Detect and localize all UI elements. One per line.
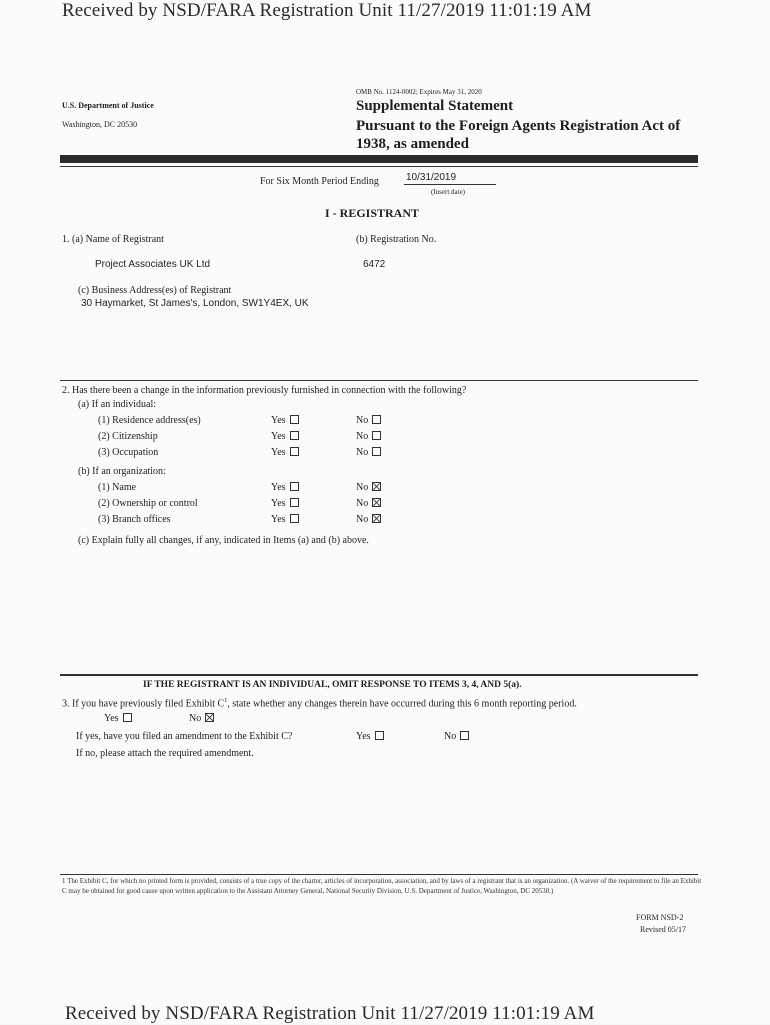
section-divider-1 (60, 380, 698, 381)
registration-number-value: 6472 (363, 259, 386, 270)
checkbox-no[interactable] (372, 447, 381, 456)
checkbox-yes[interactable] (123, 713, 132, 722)
form-id: FORM NSD-2 (636, 913, 684, 922)
checkbox-no-checked[interactable] (372, 482, 381, 491)
q2b-item-2-label: (2) Ownership or control (98, 498, 198, 509)
q2a-item-3-no[interactable]: No (356, 447, 381, 458)
q2b-label: (b) If an organization: (78, 466, 166, 477)
form-title-line3: 1938, as amended (356, 136, 469, 152)
form-revised: Revised 05/17 (640, 925, 686, 934)
q3-question: 3. If you have previously filed Exhibit $C^1$, state whether any changes therein have occurred during this 6 month reporting period. (62, 698, 577, 710)
q3-no[interactable]: No (189, 713, 214, 724)
q3-amendment-question: If yes, have you filed an amendment to the Exhibit C? (76, 731, 293, 742)
q1b-label: (b) Registration No. (356, 234, 437, 245)
q2a-item-2-label: (2) Citizenship (98, 431, 158, 442)
footnote-text: 1 The Exhibit C, for which no printed form is provided, consists of a true copy of the charter, articles of incorporation, association, and by laws of a registrant that is an organization. (A waiver of the requirement to file an Exhibit C may be obtained for good cause upon written application to the Assistant Attorney General, National Security Division, U.S. Department of Justice, Washington, DC 20530.) (62, 877, 702, 895)
registrant-name-value: Project Associates UK Ltd (95, 259, 211, 270)
q2a-item-1-label: (1) Residence address(es) (98, 415, 201, 426)
checkbox-yes[interactable] (290, 498, 299, 507)
q3-attach-note: If no, please attach the required amendment. (76, 748, 254, 759)
q1a-label: 1. (a) Name of Registrant (62, 234, 164, 245)
q2b-item-3-no[interactable]: No (356, 514, 381, 525)
checkbox-no[interactable] (372, 415, 381, 424)
checkbox-yes[interactable] (290, 482, 299, 491)
q3-amendment-yes[interactable]: Yes (356, 731, 384, 742)
q2b-item-3-yes[interactable]: Yes (271, 514, 299, 525)
received-stamp-bottom: Received by NSD/FARA Registration Unit 11/27/2019 11:01:19 AM (65, 1003, 595, 1024)
form-title: Supplemental Statement (356, 98, 514, 114)
period-date: 10/31/2019 (406, 172, 457, 183)
q2a-item-1-yes[interactable]: Yes (271, 415, 299, 426)
q2b-item-1-label: (1) Name (98, 482, 137, 493)
q2b-item-1-yes[interactable]: Yes (271, 482, 299, 493)
omb-number: OMB No. 1124-0002; Expires May 31, 2020 (356, 88, 482, 96)
checkbox-yes[interactable] (290, 415, 299, 424)
q2a-item-2-no[interactable]: No (356, 431, 381, 442)
period-date-hint: (Insert date) (431, 188, 466, 196)
department-city: Washington, DC 20530 (62, 120, 138, 129)
q2a-item-3-label: (3) Occupation (98, 447, 159, 458)
q3-amendment-no[interactable]: No (444, 731, 469, 742)
section-divider-2 (60, 674, 698, 676)
header-rule-thin (60, 166, 698, 167)
checkbox-yes[interactable] (375, 731, 384, 740)
checkbox-yes[interactable] (290, 431, 299, 440)
department-name: U.S. Department of Justice (62, 101, 154, 110)
checkbox-yes[interactable] (290, 447, 299, 456)
checkbox-no[interactable] (372, 431, 381, 440)
q2b-item-3-label: (3) Branch offices (98, 514, 171, 525)
q2a-item-3-yes[interactable]: Yes (271, 447, 299, 458)
q2b-item-2-yes[interactable]: Yes (271, 498, 299, 509)
checkbox-yes[interactable] (290, 514, 299, 523)
received-stamp-top: Received by NSD/FARA Registration Unit 11/27/2019 11:01:19 AM (62, 0, 592, 21)
checkbox-no-checked[interactable] (372, 514, 381, 523)
footnote-rule (60, 874, 698, 875)
q2a-item-1-no[interactable]: No (356, 415, 381, 426)
individual-omit-banner: IF THE REGISTRANT IS AN INDIVIDUAL, OMIT RESPONSE TO ITEMS 3, 4, AND 5(a). (143, 680, 522, 690)
checkbox-no[interactable] (460, 731, 469, 740)
q2-question: 2. Has there been a change in the information previously furnished in connection with the following? (62, 385, 467, 396)
footnote-ref: 1 (224, 698, 228, 704)
q2b-item-2-no[interactable]: No (356, 498, 381, 509)
form-title-line2: Pursuant to the Foreign Agents Registration Act of (356, 118, 681, 134)
q3-yes[interactable]: Yes (104, 713, 132, 724)
q2c-label: (c) Explain fully all changes, if any, indicated in Items (a) and (b) above. (78, 535, 369, 546)
period-label: For Six Month Period Ending (260, 176, 379, 187)
checkbox-no-checked[interactable] (205, 713, 214, 722)
period-date-underline (404, 184, 496, 185)
q2b-item-1-no[interactable]: No (356, 482, 381, 493)
header-rule-thick (60, 155, 698, 163)
business-address-value: 30 Haymarket, St James's, London, SW1Y4EX, UK (81, 298, 309, 309)
checkbox-no-checked[interactable] (372, 498, 381, 507)
q2a-label: (a) If an individual: (78, 399, 157, 410)
q1c-label: (c) Business Address(es) of Registrant (78, 285, 232, 296)
section-registrant-heading: I - REGISTRANT (325, 206, 420, 220)
q2a-item-2-yes[interactable]: Yes (271, 431, 299, 442)
